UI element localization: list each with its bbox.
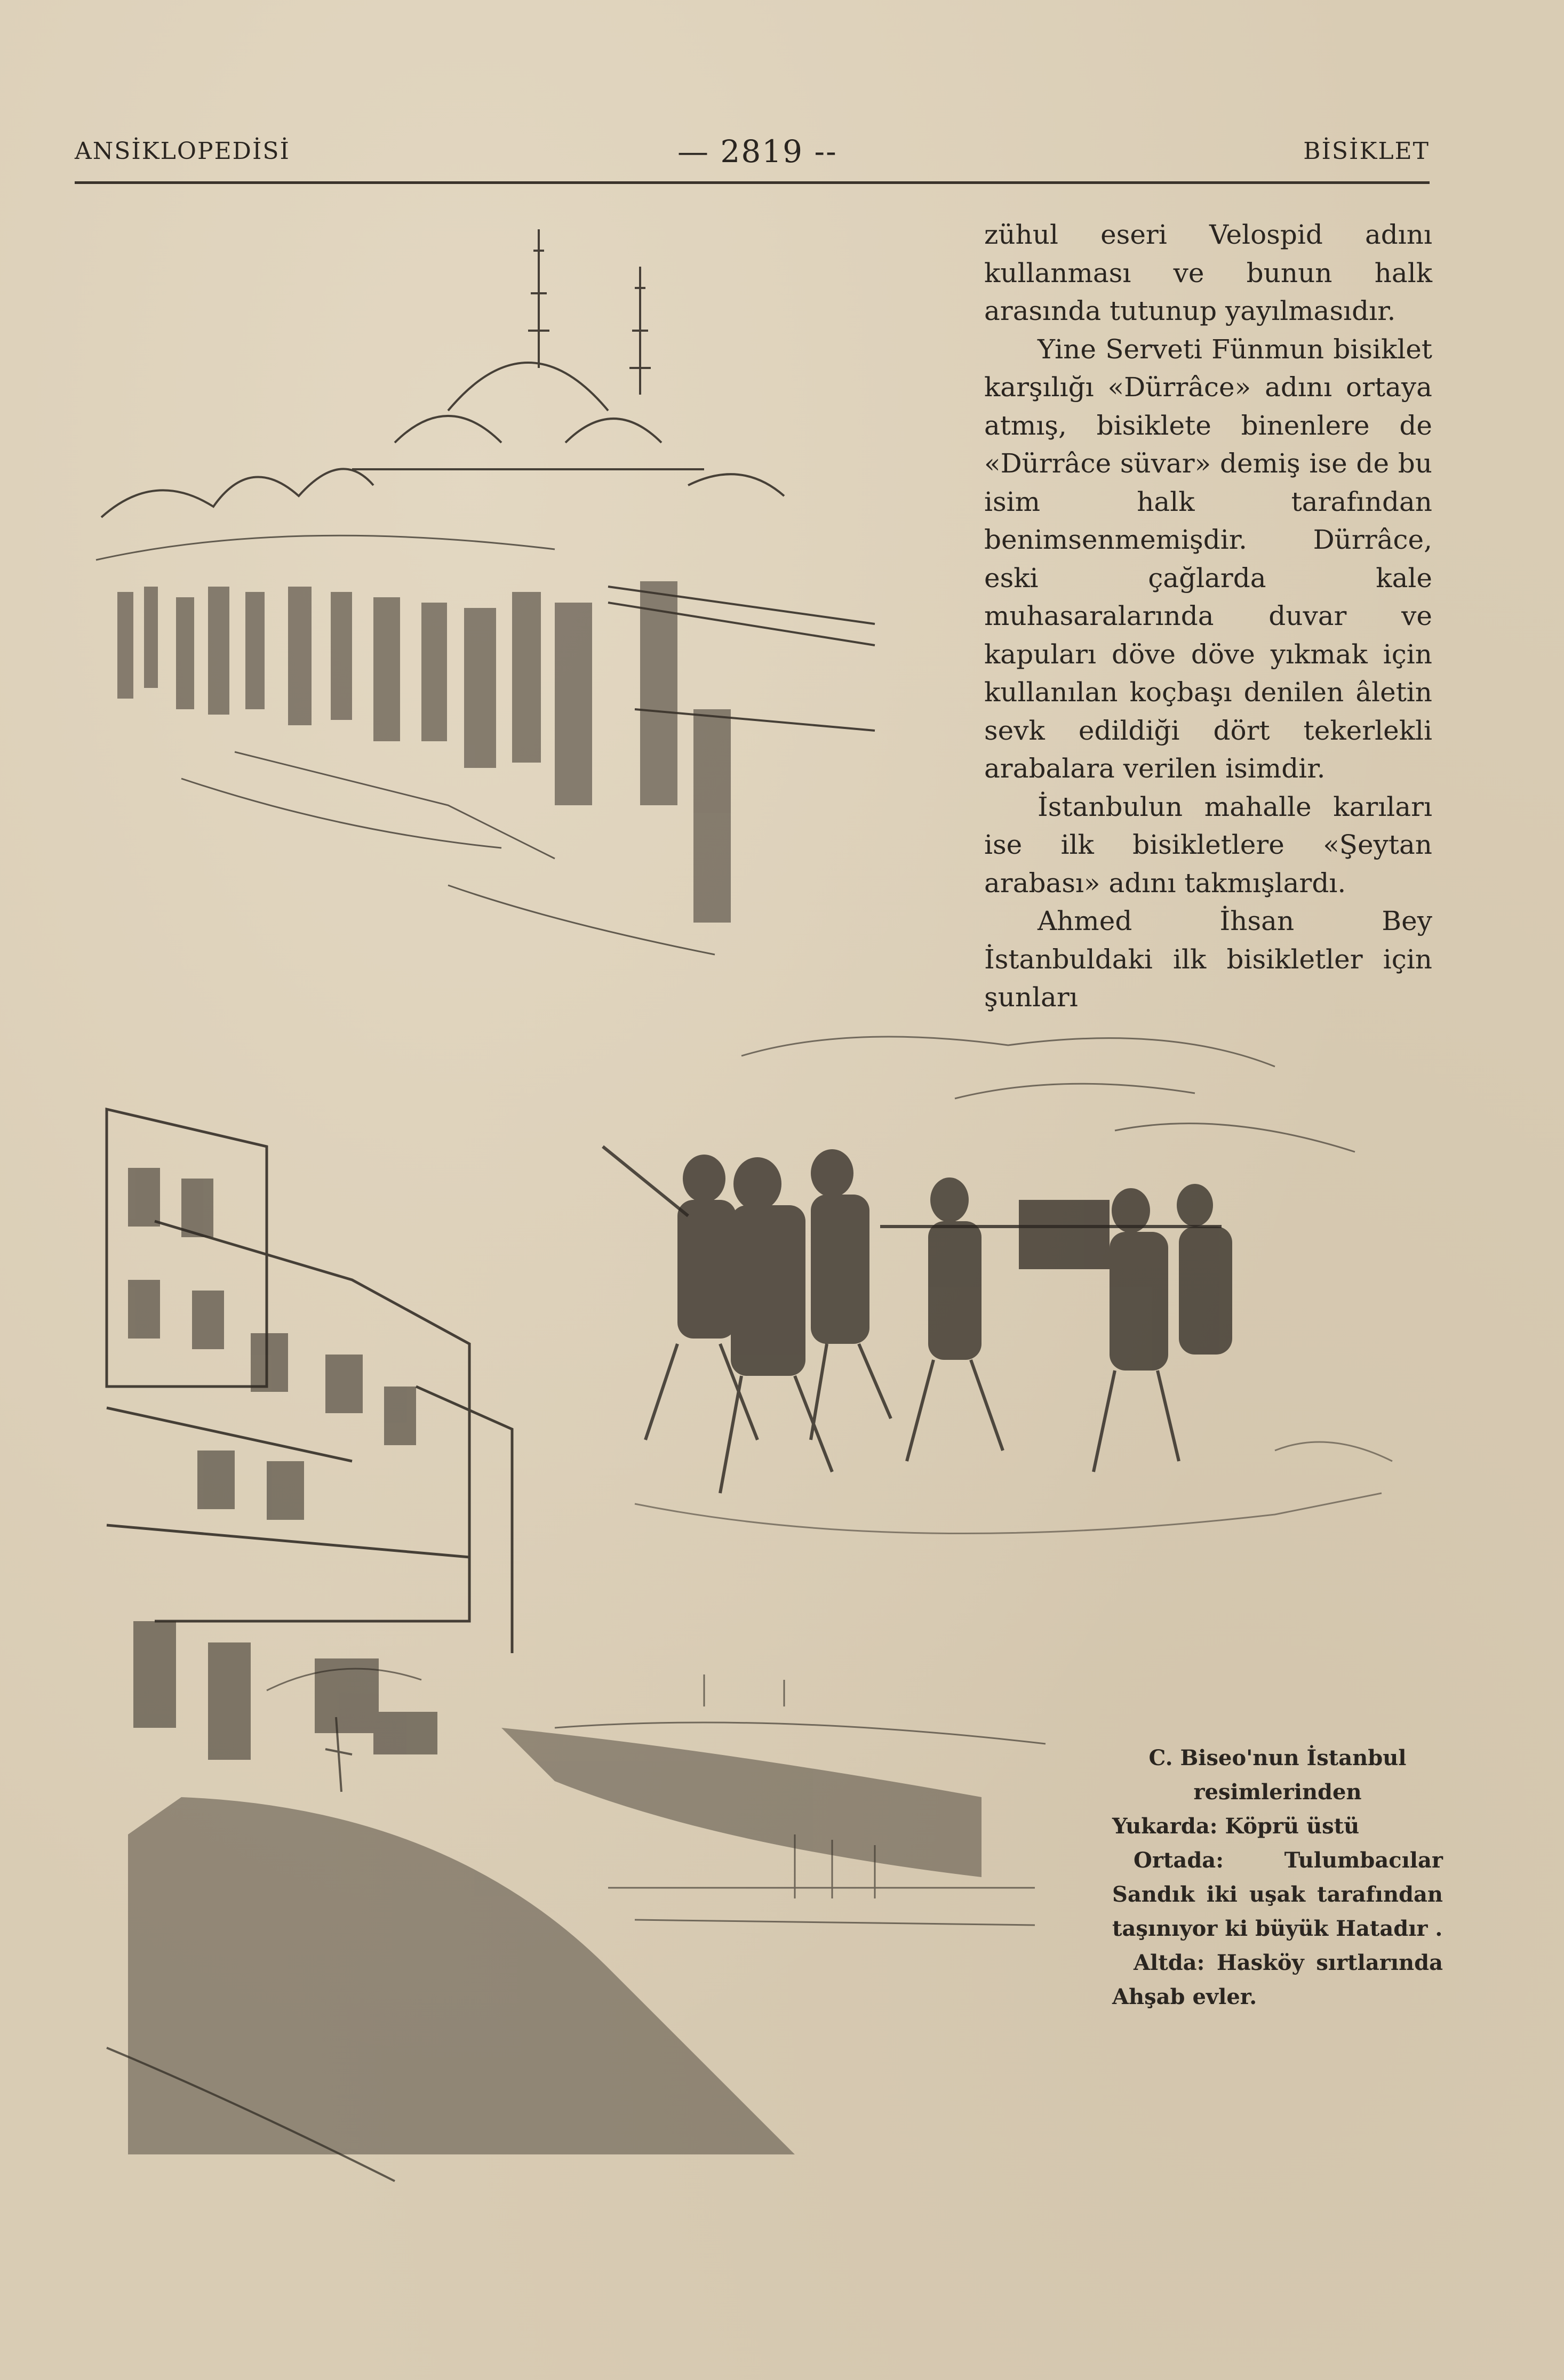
paragraph-2: Yine Serveti Fünmun bisiklet karşılığı «Dürrâce» adını ortaya atmış, bisiklete binenlere de «Dürrâce süvar» demiş ise de bu isim halk tarafından benimsenmemişdir. Dürrâce, eski çağlarda kale muhasaralarında duvar ve kapuları döve döve yıkmak için kullanılan koçbaşı denilen âletin sevk edildiği dört tekerlekli arabalara verilen isimdir. (984, 333, 1432, 784)
body-text-column (984, 216, 1432, 1017)
caption-middle: Ortada: Tulumbacılar Sandık iki uşak tarafından taşınıyor ki büyük Hatadır . (1112, 1848, 1443, 1941)
page-number: — 2819 -- (677, 133, 837, 170)
header-right: BİSİKLET (1303, 138, 1430, 165)
paragraph-3: İstanbulun mahalle karıları ise ilk bisikletlere «Şeytan arabası» adını takmışlardı. (984, 791, 1432, 899)
caption-top: Yukarda: Köprü üstü (1112, 1814, 1360, 1839)
running-head (75, 133, 1430, 171)
header-rule (75, 181, 1430, 184)
haskoy-wooden-houses-engraving (75, 1088, 1088, 2208)
paragraph-4: Ahmed İhsan Bey İstanbuldaki ilk bisikletler için şunları (984, 905, 1432, 1013)
bridge-scene-engraving (75, 219, 885, 992)
paragraph-1: zühul eseri Velospid adını kullanması ve bunun halk arasında tutunup yayılmasıdır. (984, 219, 1432, 326)
caption-title: C. Biseo'nun İstanbul resimlerinden (1148, 1745, 1407, 1805)
figure-caption (1112, 1741, 1443, 2014)
caption-bottom: Altda: Hasköy sırtlarında Ahşab evler. (1112, 1950, 1443, 2009)
header-left: ANSİKLOPEDİSİ (75, 138, 290, 165)
